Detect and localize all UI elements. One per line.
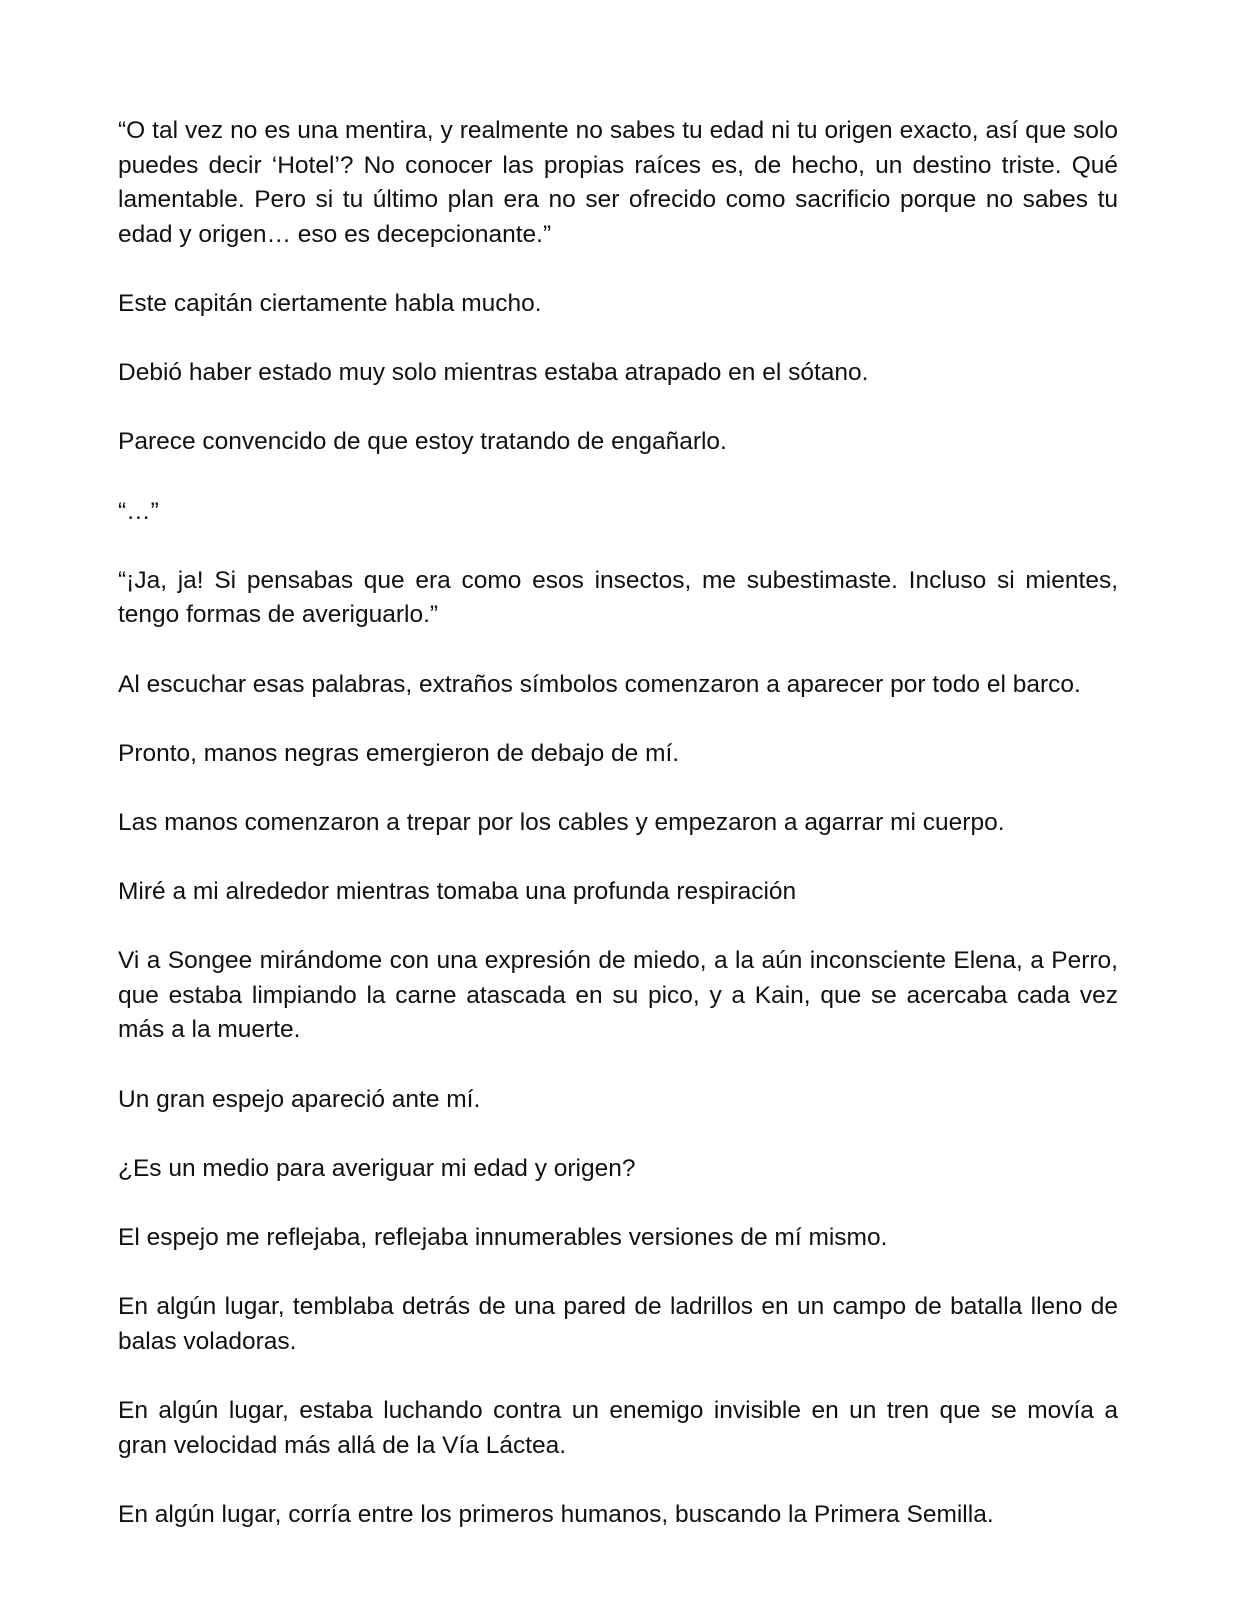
paragraph: Debió haber estado muy solo mientras estaba atrapado en el sótano. xyxy=(118,359,869,387)
paragraph: Un gran espejo apareció ante mí. xyxy=(118,1085,481,1113)
paragraph: Este capitán ciertamente habla mucho. xyxy=(118,289,542,317)
paragraph: Miré a mi alrededor mientras tomaba una profunda respiración xyxy=(118,878,797,906)
paragraph: “¡Ja, ja! Si pensabas que era como esos insectos, me subestimaste. Incluso si mientes, tengo formas de averiguarlo.” xyxy=(118,566,1118,629)
paragraph: Al escuchar esas palabras, extraños símbolos comenzaron a aparecer por todo el barco. xyxy=(118,670,1081,698)
paragraph: Las manos comenzaron a trepar por los cables y empezaron a agarrar mi cuerpo. xyxy=(118,808,1005,836)
paragraph: “…” xyxy=(118,497,159,525)
paragraph: “O tal vez no es una mentira, y realmente no sabes tu edad ni tu origen exacto, así que solo puedes decir ‘Hotel’? No conocer las propias raíces es, de hecho, un destino triste. Qué lamentable. Pero si tu último plan era no ser ofrecido como sacrificio porque no sabes tu edad y origen… eso es decepcionante.” xyxy=(118,117,1118,248)
paragraph: ¿Es un medio para averiguar mi edad y origen? xyxy=(118,1154,636,1182)
paragraph: Parece convencido de que estoy tratando de engañarlo. xyxy=(118,428,727,456)
paragraph: Vi a Songee mirándome con una expresión de miedo, a la aún inconsciente Elena, a Perro, que estaba limpiando la carne atascada en su pico, y a Kain, que se acercaba cada vez más a la muerte. xyxy=(118,947,1118,1044)
paragraph: En algún lugar, corría entre los primeros humanos, buscando la Primera Semilla. xyxy=(118,1500,994,1528)
paragraph: Pronto, manos negras emergieron de debajo de mí. xyxy=(118,739,680,767)
document-page xyxy=(118,114,1118,1532)
paragraph: En algún lugar, estaba luchando contra un enemigo invisible en un tren que se movía a gran velocidad más allá de la Vía Láctea. xyxy=(118,1396,1118,1459)
paragraph: En algún lugar, temblaba detrás de una pared de ladrillos en un campo de batalla lleno de balas voladoras. xyxy=(118,1293,1118,1355)
paragraph: El espejo me reflejaba, reflejaba innumerables versiones de mí mismo. xyxy=(118,1224,888,1251)
